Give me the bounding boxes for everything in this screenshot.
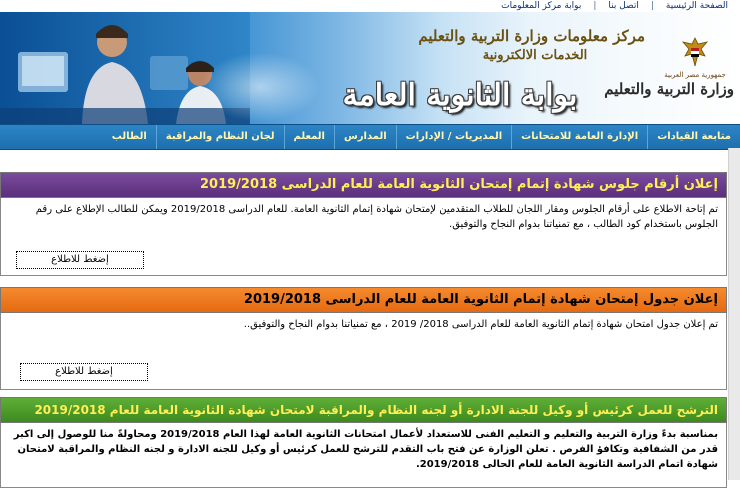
announcement-text: تم إتاحة الاطلاع على أرقام الجلوس ومقار اللجان للطلاب المتقدمين لإمتحان شهادة إتمام الثانوية العامة. للعام الدراسى 2019/2018 ويمكن للطالب الإطلاع على رقم الجلوس باستخدام كود الطالب ، مع تمنياتنا بدوام النجاح والتوفيق.	[35, 204, 718, 230]
country-label: جمهورية مصر العربية	[664, 71, 726, 79]
nav-exams-administration[interactable]: الإدارة العامة للامتحانات	[511, 125, 647, 149]
exam-schedule-announcement	[0, 287, 727, 390]
announcement-title: الترشح للعمل كرئيس أو وكيل للجنة الادارة أو لجنه النظام والمراقبة لامتحان شهادة الثانوية العامة للعام 2019/2018	[0, 397, 727, 423]
contact-link[interactable]: اتصل بنا	[608, 1, 639, 11]
nav-monitoring-committees[interactable]: لجان النظام والمراقبة	[156, 125, 284, 149]
eagle-emblem-icon	[680, 36, 710, 70]
info-center-title: مركز معلومات وزارة التربية والتعليم	[418, 27, 645, 45]
view-seat-numbers-button[interactable]: إضغط للاطلاع	[16, 251, 144, 269]
view-exam-schedule-button[interactable]: إضغط للاطلاع	[20, 363, 148, 381]
vertical-scrollbar[interactable]	[728, 148, 740, 480]
nav-schools[interactable]: المدارس	[334, 125, 396, 149]
announcement-title: إعلان أرقام جلوس شهادة إتمام إمتحان الثانوية العامة للعام الدراسى 2019/2018	[0, 172, 727, 198]
e-services-title: الخدمات الالكترونية	[482, 48, 588, 63]
announcement-title: إعلان جدول إمتحان شهادة إتمام الثانوية العامة للعام الدراسى 2019/2018	[0, 287, 727, 313]
announcement-text: بمناسبة بدءً وزارة التربية والتعليم و التعليم الفنى للاستعداد لأعمال امتحانات الثانوية العامة لهذا العام 2019/2018 ومحاولةً منا للوصول إلى اكبر قدر من الشفافية وتكافؤ الفرص . تعلن الوزارة عن فتح باب التقدم للترشح للعمل كرئيس أو وكيل للجنه الادارة و لجنه النظام والمراقبة لامتحان شهادة اتمام الدراسة الثانوية العامة للعام الحالى 2019/2018.	[13, 429, 718, 470]
nav-directorates[interactable]: المديريات / الإدارات	[396, 125, 511, 149]
link-separator: |	[650, 1, 654, 11]
link-separator: |	[593, 1, 597, 11]
portal-title: بوابة الثانوية العامة	[342, 78, 578, 113]
nav-student[interactable]: الطالب	[111, 131, 147, 142]
announcement-text: تم إعلان جدول امتحان شهادة إتمام الثانوية العامة للعام الدراسى 2018/ 2019 ، مع تمنياتنا بدوام النجاح والتوفيق..	[243, 319, 718, 330]
ministry-logo[interactable]	[604, 36, 734, 118]
seat-numbers-announcement	[0, 172, 727, 276]
info-center-portal-link[interactable]: بوابة مركز المعلومات	[501, 1, 582, 11]
announcement-body-box	[0, 423, 727, 488]
announcement-body-box	[0, 313, 727, 390]
nav-teacher[interactable]: المعلم	[284, 125, 334, 149]
nav-leaders-followup[interactable]: متابعة القيادات	[647, 125, 740, 149]
home-link[interactable]: الصفحة الرئيسية	[665, 1, 728, 11]
committee-nomination-announcement	[0, 397, 727, 488]
header-banner	[0, 12, 740, 124]
announcement-body-box	[0, 198, 727, 276]
main-navbar	[0, 124, 740, 150]
ministry-name: وزارة التربية والتعليم	[604, 80, 734, 98]
